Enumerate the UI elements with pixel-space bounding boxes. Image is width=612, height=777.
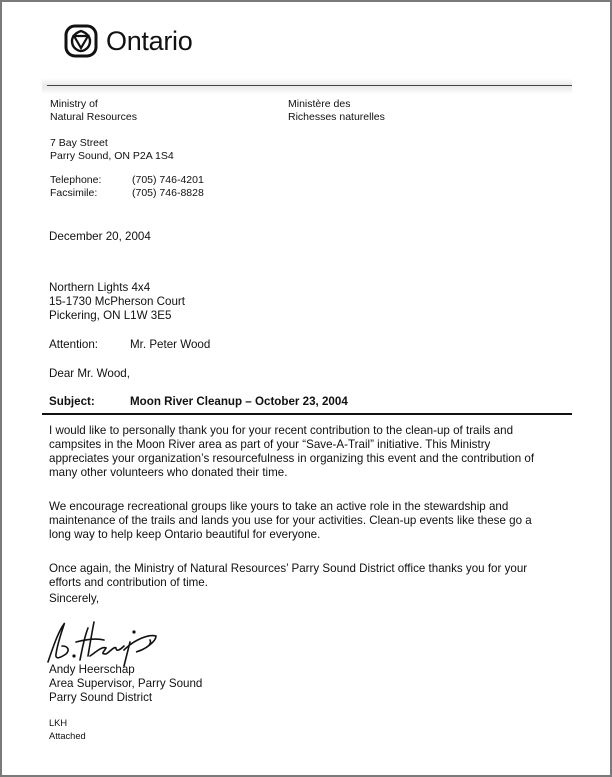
subject-label: Subject: <box>49 395 95 408</box>
ontario-wordmark: Ontario <box>106 25 193 56</box>
header-band <box>42 78 572 94</box>
text-line: efforts and contribution of time. <box>49 576 208 589</box>
recipient-address <box>49 281 185 323</box>
text-line: I would like to personally thank you for your recent contribution to the clean-up of trails and <box>49 424 514 437</box>
recipient-line: Northern Lights 4x4 <box>49 281 151 294</box>
ministry-line: Ministère des <box>288 98 351 110</box>
ministry-line: Ministry of <box>50 98 98 110</box>
paragraph-2 <box>49 500 579 542</box>
ministry-line: Natural Resources <box>50 111 137 123</box>
fax-label: Facsimile: <box>50 187 98 199</box>
recipient-line: 15-1730 McPherson Court <box>49 295 185 308</box>
text-line: maintenance of the trails and lands you use for your activities. Clean-up events like these go a <box>49 514 532 527</box>
initials: LKH <box>49 718 68 728</box>
text-line: campsites in the Moon River area as part of your “Save-A-Trail” initiative. This Ministry <box>49 438 491 451</box>
text-line: We encourage recreational groups like yours to take an active role in the stewardship and <box>49 500 509 513</box>
signer-block <box>49 663 202 705</box>
contact-block <box>50 174 204 200</box>
subject-title: Moon River Cleanup – October 23, 2004 <box>130 395 348 408</box>
subject-line <box>49 395 348 409</box>
subject-rule <box>42 413 572 415</box>
signer-district: Parry Sound District <box>49 691 153 704</box>
attention-name: Mr. Peter Wood <box>130 338 211 351</box>
ministry-line: Richesses naturelles <box>288 111 385 123</box>
telephone-value: (705) 746-4201 <box>132 174 204 186</box>
telephone-label: Telephone: <box>50 174 102 186</box>
enclosure-note: Attached <box>49 731 86 741</box>
text-line: many other volunteers who donated their time. <box>49 466 288 479</box>
attention-label: Attention: <box>49 338 98 351</box>
paragraph-3 <box>49 562 579 590</box>
trillium-icon <box>64 24 98 58</box>
signer-title: Area Supervisor, Parry Sound <box>49 677 203 690</box>
text-line: appreciates your organization’s resourcefulness in organizing this event and the contribution of <box>49 452 535 465</box>
signature-image <box>44 610 189 670</box>
recipient-line: Pickering, ON L1W 3E5 <box>49 309 172 322</box>
text-line: Once again, the Ministry of Natural Resources’ Parry Sound District office thanks you for your <box>49 562 528 575</box>
address-line: 7 Bay Street <box>50 137 108 149</box>
attention-line <box>49 338 210 352</box>
ministry-address <box>50 137 174 163</box>
fax-value: (705) 746-8828 <box>132 187 204 199</box>
ministry-english <box>50 98 137 124</box>
letter-date: December 20, 2004 <box>49 230 151 243</box>
signer-name: Andy Heerschap <box>49 663 135 676</box>
header-rule <box>47 85 572 86</box>
salutation: Dear Mr. Wood, <box>49 367 130 380</box>
ontario-logo <box>64 24 192 58</box>
address-line: Parry Sound, ON P2A 1S4 <box>50 150 174 162</box>
text-line: long way to help keep Ontario beautiful for everyone. <box>49 528 321 541</box>
footer-notes <box>49 717 86 743</box>
paragraph-1 <box>49 424 579 480</box>
closing: Sincerely, <box>49 592 100 605</box>
ministry-french <box>288 98 385 124</box>
